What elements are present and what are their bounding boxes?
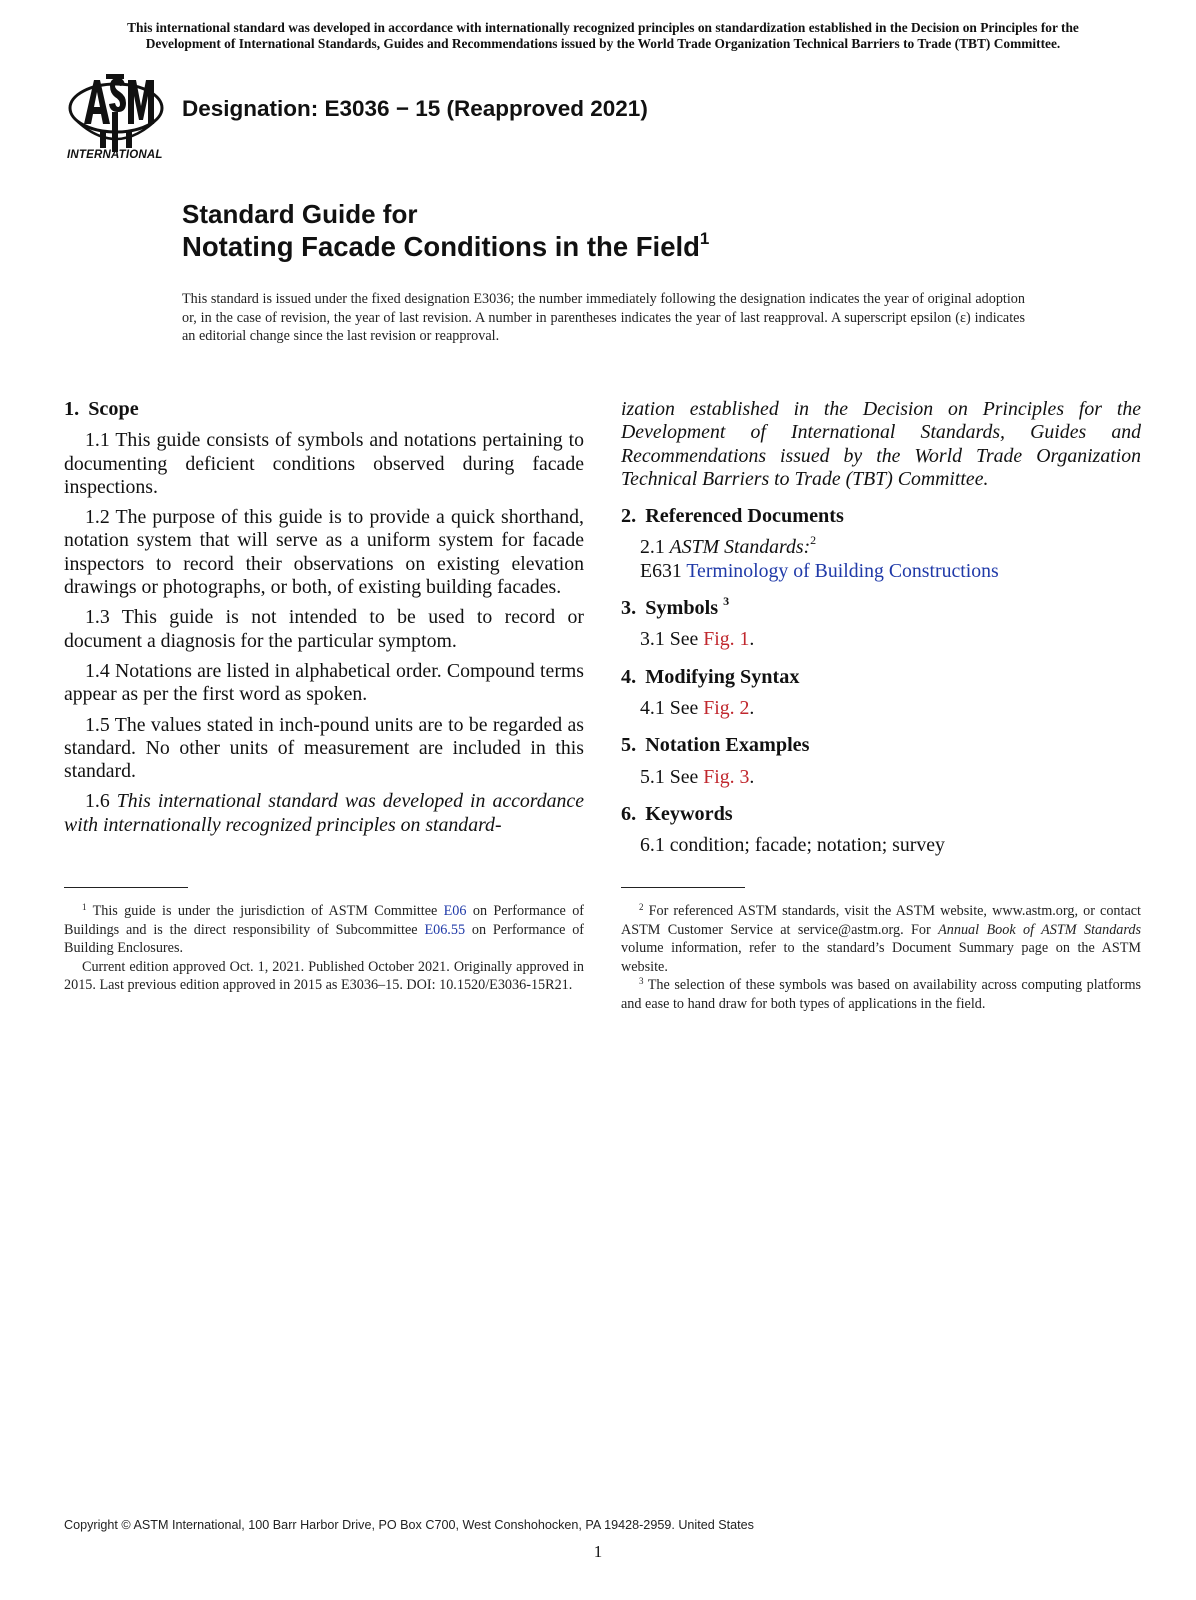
footnote-divider-left [64,887,188,888]
modifying-4-1-period: . [749,696,755,719]
referenced-doc-id: E631 [640,559,682,582]
referenced-doc-link[interactable]: Terminology of Building Constructions [686,559,999,582]
edition-note: Current edition approved Oct. 1, 2021. Published October 2021. Originally approved in 2015. Last previous edition approved in 2015 as E3036–15. DOI: 10.1520/E3036-15R21. [64,958,584,993]
referenced-e631 [621,560,1141,583]
keywords-heading-number: 6. [621,802,637,825]
symbols-3-1-number: 3.1 [640,628,665,651]
footnote-3-text: The selection of these symbols was based on availability across computing platforms and ease to hand draw for both types of applications in the field. [621,977,1141,1012]
footnote-1-text-c: on Performance of Building Enclosures. [64,921,585,956]
referenced-2-1-number: 2.1 [640,536,670,559]
right-column [621,398,1141,866]
fig-2-link[interactable]: Fig. 2 [703,696,750,719]
footnote-1 [64,902,584,958]
symbols-3-1-period: . [749,628,755,651]
modifying-heading-text: Modifying Syntax [645,665,800,688]
top-notice-line1: This international standard was developed in accordance with internationally recognized principles on standardization established in the Decision on Principles for the [127,20,1079,35]
examples-5-1 [621,766,1141,789]
issued-statement: This standard is issued under the fixed designation E3036; the number immediately following the designation indicates the year of original adoption or, in the case of revision, the year of last revision. A number in parentheses indicates the year of last reapproval. A superscript epsilon (ε) indicates an editorial change since the last revision or reapproval. [182,291,1025,344]
footnote-2-text-a: For referenced ASTM standards, visit the ASTM website, www.astm.org, or contact ASTM Customer Service at service@astm.org. For [621,903,1141,938]
fig-1-link[interactable]: Fig. 1 [703,628,750,651]
scope-1-5: 1.5 The values stated in inch-pound units are to be regarded as standard. No other units of measurement are included in this standard. [64,713,584,783]
top-notice-line2: Development of International Standards, Guides and Recommendations issued by the World Trade Organization Technical Barriers to Trade (TBT) Committee. [145,36,1061,51]
footnote-3 [621,976,1141,1013]
footnote-3-mark: 3 [639,976,644,986]
title-footnote-mark[interactable]: 1 [699,229,710,248]
copyright-line: Copyright © ASTM International, 100 Barr Harbor Drive, PO Box C700, West Conshohocken, PA 19428-2959. United States [64,1518,754,1532]
examples-5-1-period: . [749,765,755,788]
scope-heading-number: 1. [64,398,80,420]
footnote-2 [621,902,1141,976]
referenced-2-1-footnote-mark[interactable]: 2 [810,533,817,548]
examples-heading-number: 5. [621,734,637,757]
designation: Designation: E3036 − 15 (Reapproved 2021) [182,96,648,121]
scope-heading-text: Scope [88,398,139,420]
modifying-heading-number: 4. [621,665,637,688]
title-line2 [182,229,709,263]
keywords-heading-text: Keywords [645,802,733,825]
page-number: 1 [593,1542,603,1561]
subcommittee-e06-55-link[interactable]: E06.55 [424,921,466,938]
scope-1-6-continued-text: ization established in the Decision on Principles for the Development of International Standards, Guides and Recommendations issued by the World Trade Organization Technical Barriers to Trade (TBT) Committee. [621,398,1141,490]
referenced-heading [621,505,1141,528]
scope-1-6-number: 1.6 [85,790,117,813]
symbols-3-1 [621,628,1141,651]
footnotes-right [621,902,1141,1013]
scope-1-6-text: This international standard was developed in accordance with internationally recognized principles on standard- [64,790,584,836]
modifying-4-1-text: See [669,696,699,719]
footnote-2-mark: 2 [639,902,644,912]
symbols-heading-number: 3. [621,597,637,620]
scope-1-3: 1.3 This guide is not intended to be used to record or document a diagnosis for the particular symptom. [64,606,584,652]
logo-wordmark: INTERNATIONAL [67,149,163,161]
top-notice [62,20,1144,52]
modifying-4-1 [621,697,1141,720]
symbols-3-1-text: See [669,628,699,651]
footnote-1-text-b: on Performance of Buildings and is the direct responsibility of Subcommittee [64,903,585,938]
scope-1-6 [64,790,584,837]
title-main: Notating Facade Conditions in the Field [182,231,700,262]
committee-e06-link[interactable]: E06 [443,903,467,919]
symbols-heading-text: Symbols [645,597,719,620]
scope-heading [64,398,584,421]
title-line1: Standard Guide for [182,199,418,229]
examples-5-1-number: 5.1 [640,765,665,788]
modifying-4-1-number: 4.1 [640,696,665,719]
scope-1-1: 1.1 This guide consists of symbols and notations pertaining to documenting deficient conditions observed during facade inspections. [64,429,584,498]
symbols-footnote-mark[interactable]: 3 [723,594,730,609]
left-column [64,398,584,844]
symbols-heading [621,594,1141,620]
referenced-2-1-label: ASTM Standards: [669,536,811,559]
keywords-heading [621,803,1141,826]
footnotes-left [64,902,584,995]
examples-heading [621,734,1141,757]
referenced-2-1 [621,533,1141,559]
modifying-heading [621,666,1141,689]
footnote-2-text-b: volume information, refer to the standard’s Document Summary page on the ASTM website. [621,940,1141,975]
footnote-1-text-a: This guide is under the jurisdiction of ASTM Committee [92,903,438,919]
footnote-1-mark: 1 [82,902,87,912]
keywords-6-1 [621,834,1141,857]
referenced-heading-text: Referenced Documents [645,505,844,528]
scope-1-6-continued [621,398,1141,491]
fig-3-link[interactable]: Fig. 3 [703,765,750,788]
scope-1-4: 1.4 Notations are listed in alphabetical order. Compound terms appear as per the first word as spoken. [64,659,584,706]
footnote-2-book-title: Annual Book of ASTM Standards [938,921,1141,938]
keywords-6-1-number: 6.1 [640,834,665,857]
examples-5-1-text: See [669,765,699,788]
referenced-heading-number: 2. [621,505,637,528]
keywords-6-1-text: condition; facade; notation; survey [669,834,945,857]
footnote-divider-right [621,887,745,888]
examples-heading-text: Notation Examples [645,734,810,757]
scope-1-2: 1.2 The purpose of this guide is to provide a quick shorthand, notation system that will serve as a uniform system for facade inspectors to record their observations on existing elevation drawings or photographs, or both, of existing building facades. [64,506,584,599]
